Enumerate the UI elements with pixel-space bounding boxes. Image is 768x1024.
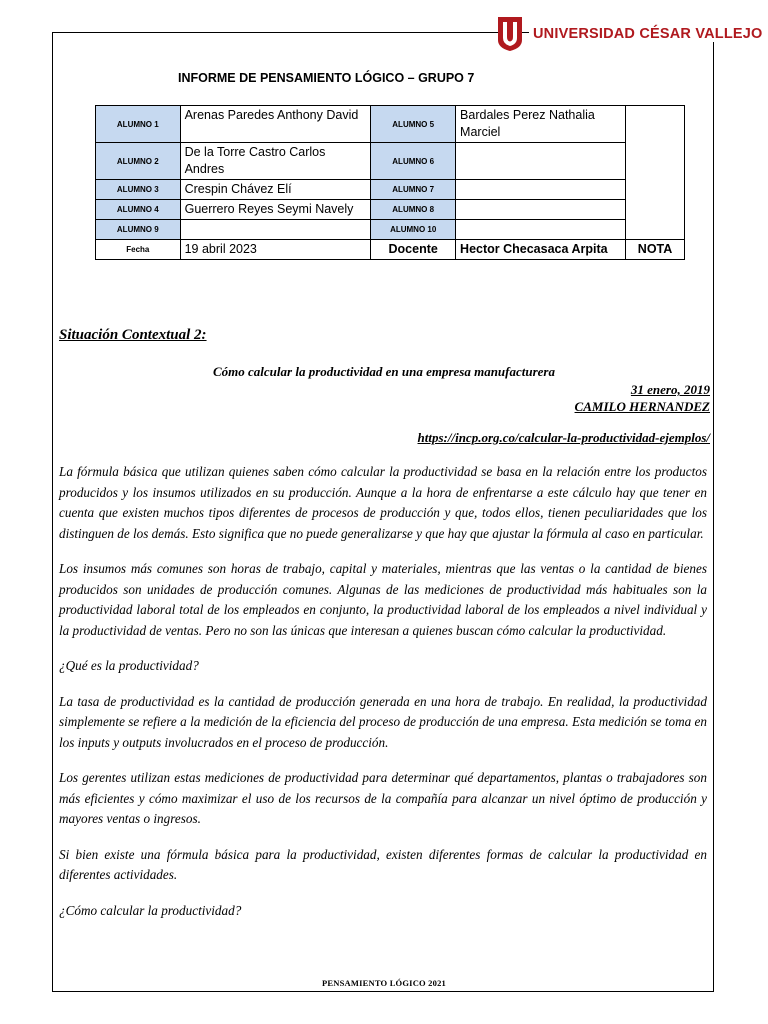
grade-cell xyxy=(626,106,685,240)
paragraph: La tasa de productividad es la cantidad de producción generada en una hora de trabajo. En realidad, la productividad simplemente se refiere a la medición de la eficiencia del proceso de producción de una empresa. Esta medición se toma en los inputs y outputs involucrados en el proceso de producción. xyxy=(59,693,707,750)
student-label: ALUMNO 7 xyxy=(371,180,456,200)
student-name xyxy=(180,220,371,240)
student-label: ALUMNO 10 xyxy=(371,220,456,240)
article-title: Cómo calcular la productividad en una empresa manufacturera xyxy=(213,364,555,379)
section-heading: Situación Contextual 2: xyxy=(59,327,207,343)
table-row xyxy=(96,220,685,240)
page-footer: PENSAMIENTO LÓGICO 2021 xyxy=(322,978,446,988)
shield-icon xyxy=(497,16,523,52)
source-link[interactable]: https://incp.org.co/calcular-la-productividad-ejemplos/ xyxy=(417,430,710,445)
student-label: ALUMNO 8 xyxy=(371,200,456,220)
student-label: ALUMNO 4 xyxy=(96,200,181,220)
table-footer-row xyxy=(96,240,685,260)
table-row xyxy=(96,143,685,180)
paragraph: Los insumos más comunes son horas de trabajo, capital y materiales, mientras que las ventas o la cantidad de bienes producidos son unidades de producción comunes. Algunas de las mediciones de productividad más habituales son la productividad laboral total de los empleados en conjunto, la productividad laboral de los empleados a nivel individual y la productividad de ventas. Pero no son las únicas que interesan a quienes buscan cómo calcular la productividad. xyxy=(59,561,707,638)
student-label: ALUMNO 1 xyxy=(96,106,181,143)
date-value: 19 abril 2023 xyxy=(180,240,371,260)
article-date: 31 enero, 2019 xyxy=(630,382,710,397)
student-name xyxy=(456,220,626,240)
teacher-value: Hector Checasaca Arpita xyxy=(456,240,626,260)
university-logo xyxy=(497,14,767,54)
table-row xyxy=(96,200,685,220)
paragraph: ¿Cómo calcular la productividad? xyxy=(59,902,242,918)
paragraph: ¿Qué es la productividad? xyxy=(59,658,199,673)
student-name xyxy=(456,180,626,200)
report-title: INFORME DE PENSAMIENTO LÓGICO – GRUPO 7 xyxy=(178,71,475,85)
student-label: ALUMNO 5 xyxy=(371,106,456,143)
table-row xyxy=(96,180,685,200)
students-table xyxy=(95,105,685,260)
article-body xyxy=(59,462,707,936)
student-name: Guerrero Reyes Seymi Navely xyxy=(180,200,371,220)
student-name: De la Torre Castro Carlos Andres xyxy=(180,143,371,180)
grade-label: NOTA xyxy=(626,240,685,260)
student-label: ALUMNO 2 xyxy=(96,143,181,180)
article-author: CAMILO HERNANDEZ xyxy=(574,399,710,414)
student-name: Arenas Paredes Anthony David xyxy=(180,106,371,143)
university-name: UNIVERSIDAD CÉSAR VALLEJO xyxy=(529,26,767,42)
teacher-label: Docente xyxy=(371,240,456,260)
student-name: Crespin Chávez Elí xyxy=(180,180,371,200)
student-label: ALUMNO 3 xyxy=(96,180,181,200)
student-label: ALUMNO 9 xyxy=(96,220,181,240)
student-name xyxy=(456,143,626,180)
student-name xyxy=(456,200,626,220)
date-label: Fecha xyxy=(96,240,181,260)
student-name: Bardales Perez Nathalia Marciel xyxy=(456,106,626,143)
paragraph: Los gerentes utilizan estas mediciones de productividad para determinar qué departamentos, plantas o trabajadores son más eficientes y cómo maximizar el uso de los recursos de la compañía para alcanzar un nivel óptimo de producción y mayores ventas o ingresos. xyxy=(59,770,707,826)
paragraph: La fórmula básica que utilizan quienes saben cómo calcular la productividad se basa en la relación entre los productos producidos y los insumos utilizados en su producción. Aunque a la hora de enfrentarse a este cálculo hay que tener en cuenta que existen muchos tipos diferentes de procesos de producción y que, todos ellos, tienen peculiaridades que los distinguen de los demás. Esto significa que no puede generalizarse y que hay que ajustar la fórmula al caso en particular. xyxy=(59,464,707,541)
table-row xyxy=(96,106,685,143)
paragraph: Si bien existe una fórmula básica para la productividad, existen diferentes formas de calcular la productividad en diferentes actividades. xyxy=(59,846,707,882)
student-label: ALUMNO 6 xyxy=(371,143,456,180)
